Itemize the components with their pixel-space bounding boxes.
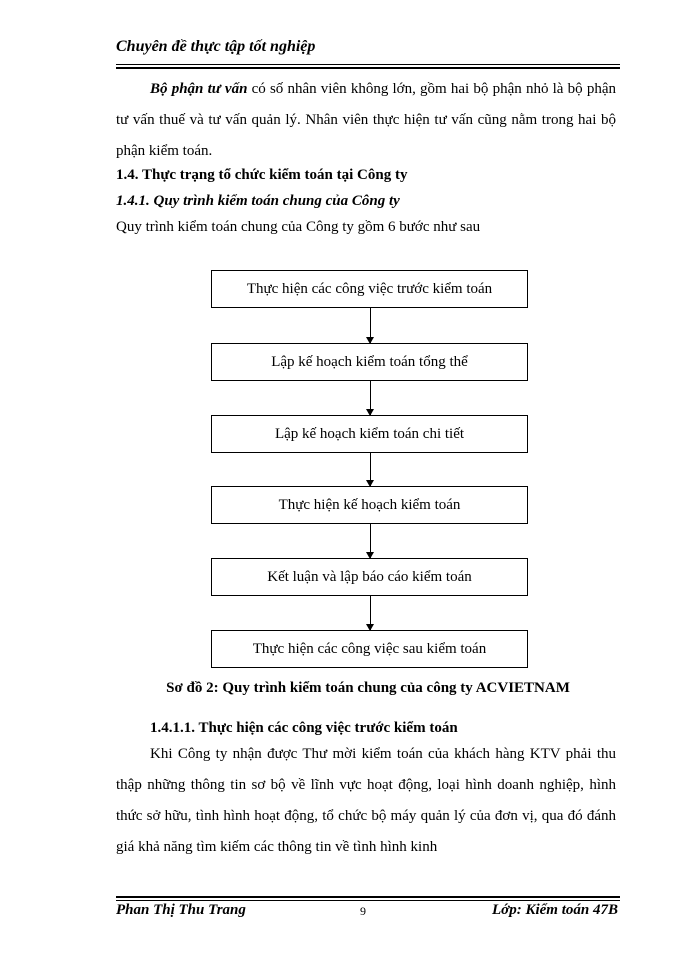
flow-arrow-4 [370,524,371,558]
flow-arrow-3 [370,453,371,486]
intro-lead: Bộ phận tư vấn [150,81,248,97]
footer-divider [116,896,620,901]
body-paragraph: Khi Công ty nhận được Thư mời kiểm toán của khách hàng KTV phải thu thập những thông tin sơ bộ về lĩnh vực hoạt động, loại hình doanh nghiệp, hình thức sở hữu, tình hình hoạt động, tổ chức bộ máy quản lý của đơn vị, qua đó đánh giá khả năng tìm kiếm các thông tin về tình hình kinh [116,746,616,855]
figure-caption: Sơ đồ 2: Quy trình kiểm toán chung của công ty ACVIETNAM [166,680,570,696]
page-header-title: Chuyên đề thực tập tốt nghiệp [116,38,316,55]
flow-step-6: Thực hiện các công việc sau kiểm toán [211,630,528,668]
intro-rest: có số nhân viên không lớn, gồm hai bộ phận nhỏ là bộ phận tư vấn thuế và tư vấn quản lý. Nhân viên thực hiện tư vấn cũng nằm trong hai bộ phận kiểm toán. [116,81,616,159]
page-number: 9 [360,904,366,918]
header-divider [116,64,620,69]
flow-step-1: Thực hiện các công việc trước kiểm toán [211,270,528,308]
flow-arrow-2 [370,381,371,415]
flow-step-2: Lập kế hoạch kiểm toán tổng thể [211,343,528,381]
flow-arrow-1 [370,308,371,343]
intro-paragraph [116,74,616,167]
footer-author: Phan Thị Thu Trang [116,902,246,918]
flow-intro-text: Quy trình kiểm toán chung của Công ty gồm 6 bước như sau [116,219,481,235]
section-heading-1-4: 1.4. Thực trạng tổ chức kiểm toán tại Công ty [116,167,408,183]
section-heading-1-4-1: 1.4.1. Quy trình kiểm toán chung của Công ty [116,193,400,209]
flow-step-3: Lập kế hoạch kiểm toán chi tiết [211,415,528,453]
flow-arrow-5 [370,596,371,630]
flow-step-5: Kết luận và lập báo cáo kiểm toán [211,558,528,596]
flow-step-4: Thực hiện kế hoạch kiểm toán [211,486,528,524]
footer-class: Lớp: Kiểm toán 47B [492,902,618,918]
section-heading-1-4-1-1: 1.4.1.1. Thực hiện các công việc trước kiểm toán [150,720,458,736]
